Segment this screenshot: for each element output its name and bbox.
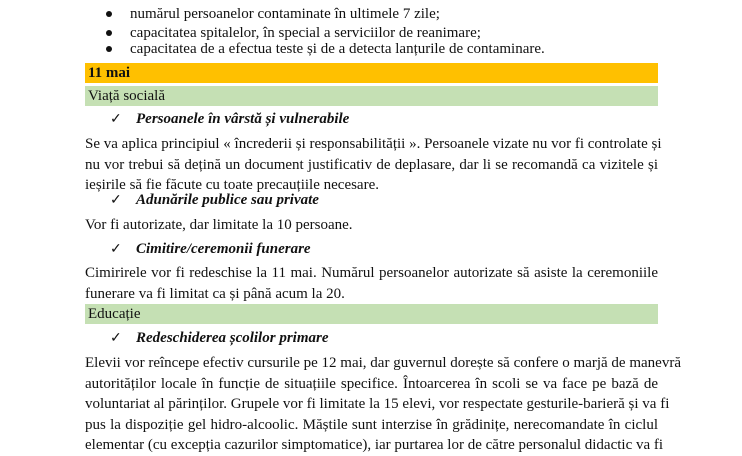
subheading-schools: ✓ Redeschiderea școlilor primare <box>110 327 328 349</box>
check-icon: ✓ <box>110 331 122 346</box>
check-icon: ✓ <box>110 242 122 257</box>
section-header-social: Viață socială <box>85 86 658 106</box>
date-header: 11 mai <box>85 63 658 83</box>
bullet-icon <box>106 11 112 17</box>
check-icon: ✓ <box>110 112 122 127</box>
check-icon: ✓ <box>110 193 122 208</box>
paragraph-vulnerable: Se va aplica principiul « încrederii și responsabilității ». Persoanele vizate nu vor fi controlate și nu vor trebui să dețină un document justificativ de deplasare, dar li se recomandă ca vizitele și ieșirile să fie făcute cu toate precauțiile necesare. <box>85 136 662 193</box>
document-page: numărul persoanelor contaminate în ultimele 7 zile; capacitatea spitalelor, în special a serviciilor de reanimare; capacitatea de a efectua teste și de a detecta lanțurile de contaminare. 11 mai Viață socială ✓ Persoanele în vârstă și vulnerabile Se va aplica principiul « încrederii și responsabilității ». Persoanele vizate nu vor fi controlate și nu vor trebui să dețină un document justificativ de deplasare, dar li se recomandă ca vizitele și ieșirile să fie făcute cu toate precauțiile necesare. ✓ Adunările publice sau private Vor fi autorizate, dar limitate la 10 persoane. ✓ Cimitire/ceremonii funerare Cimirirele vor fi redeschise la 11 mai. Numărul persoanelor autorizate să asiste la ceremoniile funerare va fi limitat ca și până acum la 20. Educație ✓ Redeschiderea școlilor primare Elevii vor reîncepe efectiv cursurile pe 12 mai, dar guvernul dorește să confere o marjă de manevră autorităților locale în funcție de situațiile specifice. Întoarcerea în scoli se va face pe bază de voluntariat al părinților. Grupele vor fi limitate la 15 elevi, vor respectate gesturile-barieră și va fi pus la dispoziție gel hidro-alcoolic. Măștile sunt interzise în grădinițe, nerecomandate în ciclul elementar (cu excepția cazurilor simptomatice), iar purtarea lor de către personalul didactic va fi <box>0 0 742 430</box>
bullet-icon <box>106 30 112 36</box>
subheading-cemeteries: ✓ Cimitire/ceremonii funerare <box>110 238 311 260</box>
paragraph-cemeteries: Cimirirele vor fi redeschise la 11 mai. Numărul persoanelor autorizate să asiste la ceremoniile funerare va fi limitat ca și până acum la 20. <box>85 265 658 302</box>
subheading-gatherings: ✓ Adunările publice sau private <box>110 189 319 211</box>
bullet-icon <box>106 46 112 52</box>
section-header-education: Educație <box>85 304 658 324</box>
paragraph-gatherings: Vor fi autorizate, dar limitate la 10 persoane. <box>85 217 353 233</box>
paragraph-schools: Elevii vor reîncepe efectiv cursurile pe 12 mai, dar guvernul dorește să confere o marjă de manevră autorităților locale în funcție de situațiile specifice. Întoarcerea în scoli se va face pe bază de voluntariat al părinților. Grupele vor fi limitate la 15 elevi, vor respectate gesturile-barieră și va fi pus la dispoziție gel hidro-alcoolic. Măștile sunt interzise în grădinițe, nerecomandate în ciclul elementar (cu excepția cazurilor simptomatice), iar purtarea lor de către personalul didactic va fi <box>85 355 681 453</box>
subheading-vulnerable: ✓ Persoanele în vârstă și vulnerabile <box>110 108 349 130</box>
